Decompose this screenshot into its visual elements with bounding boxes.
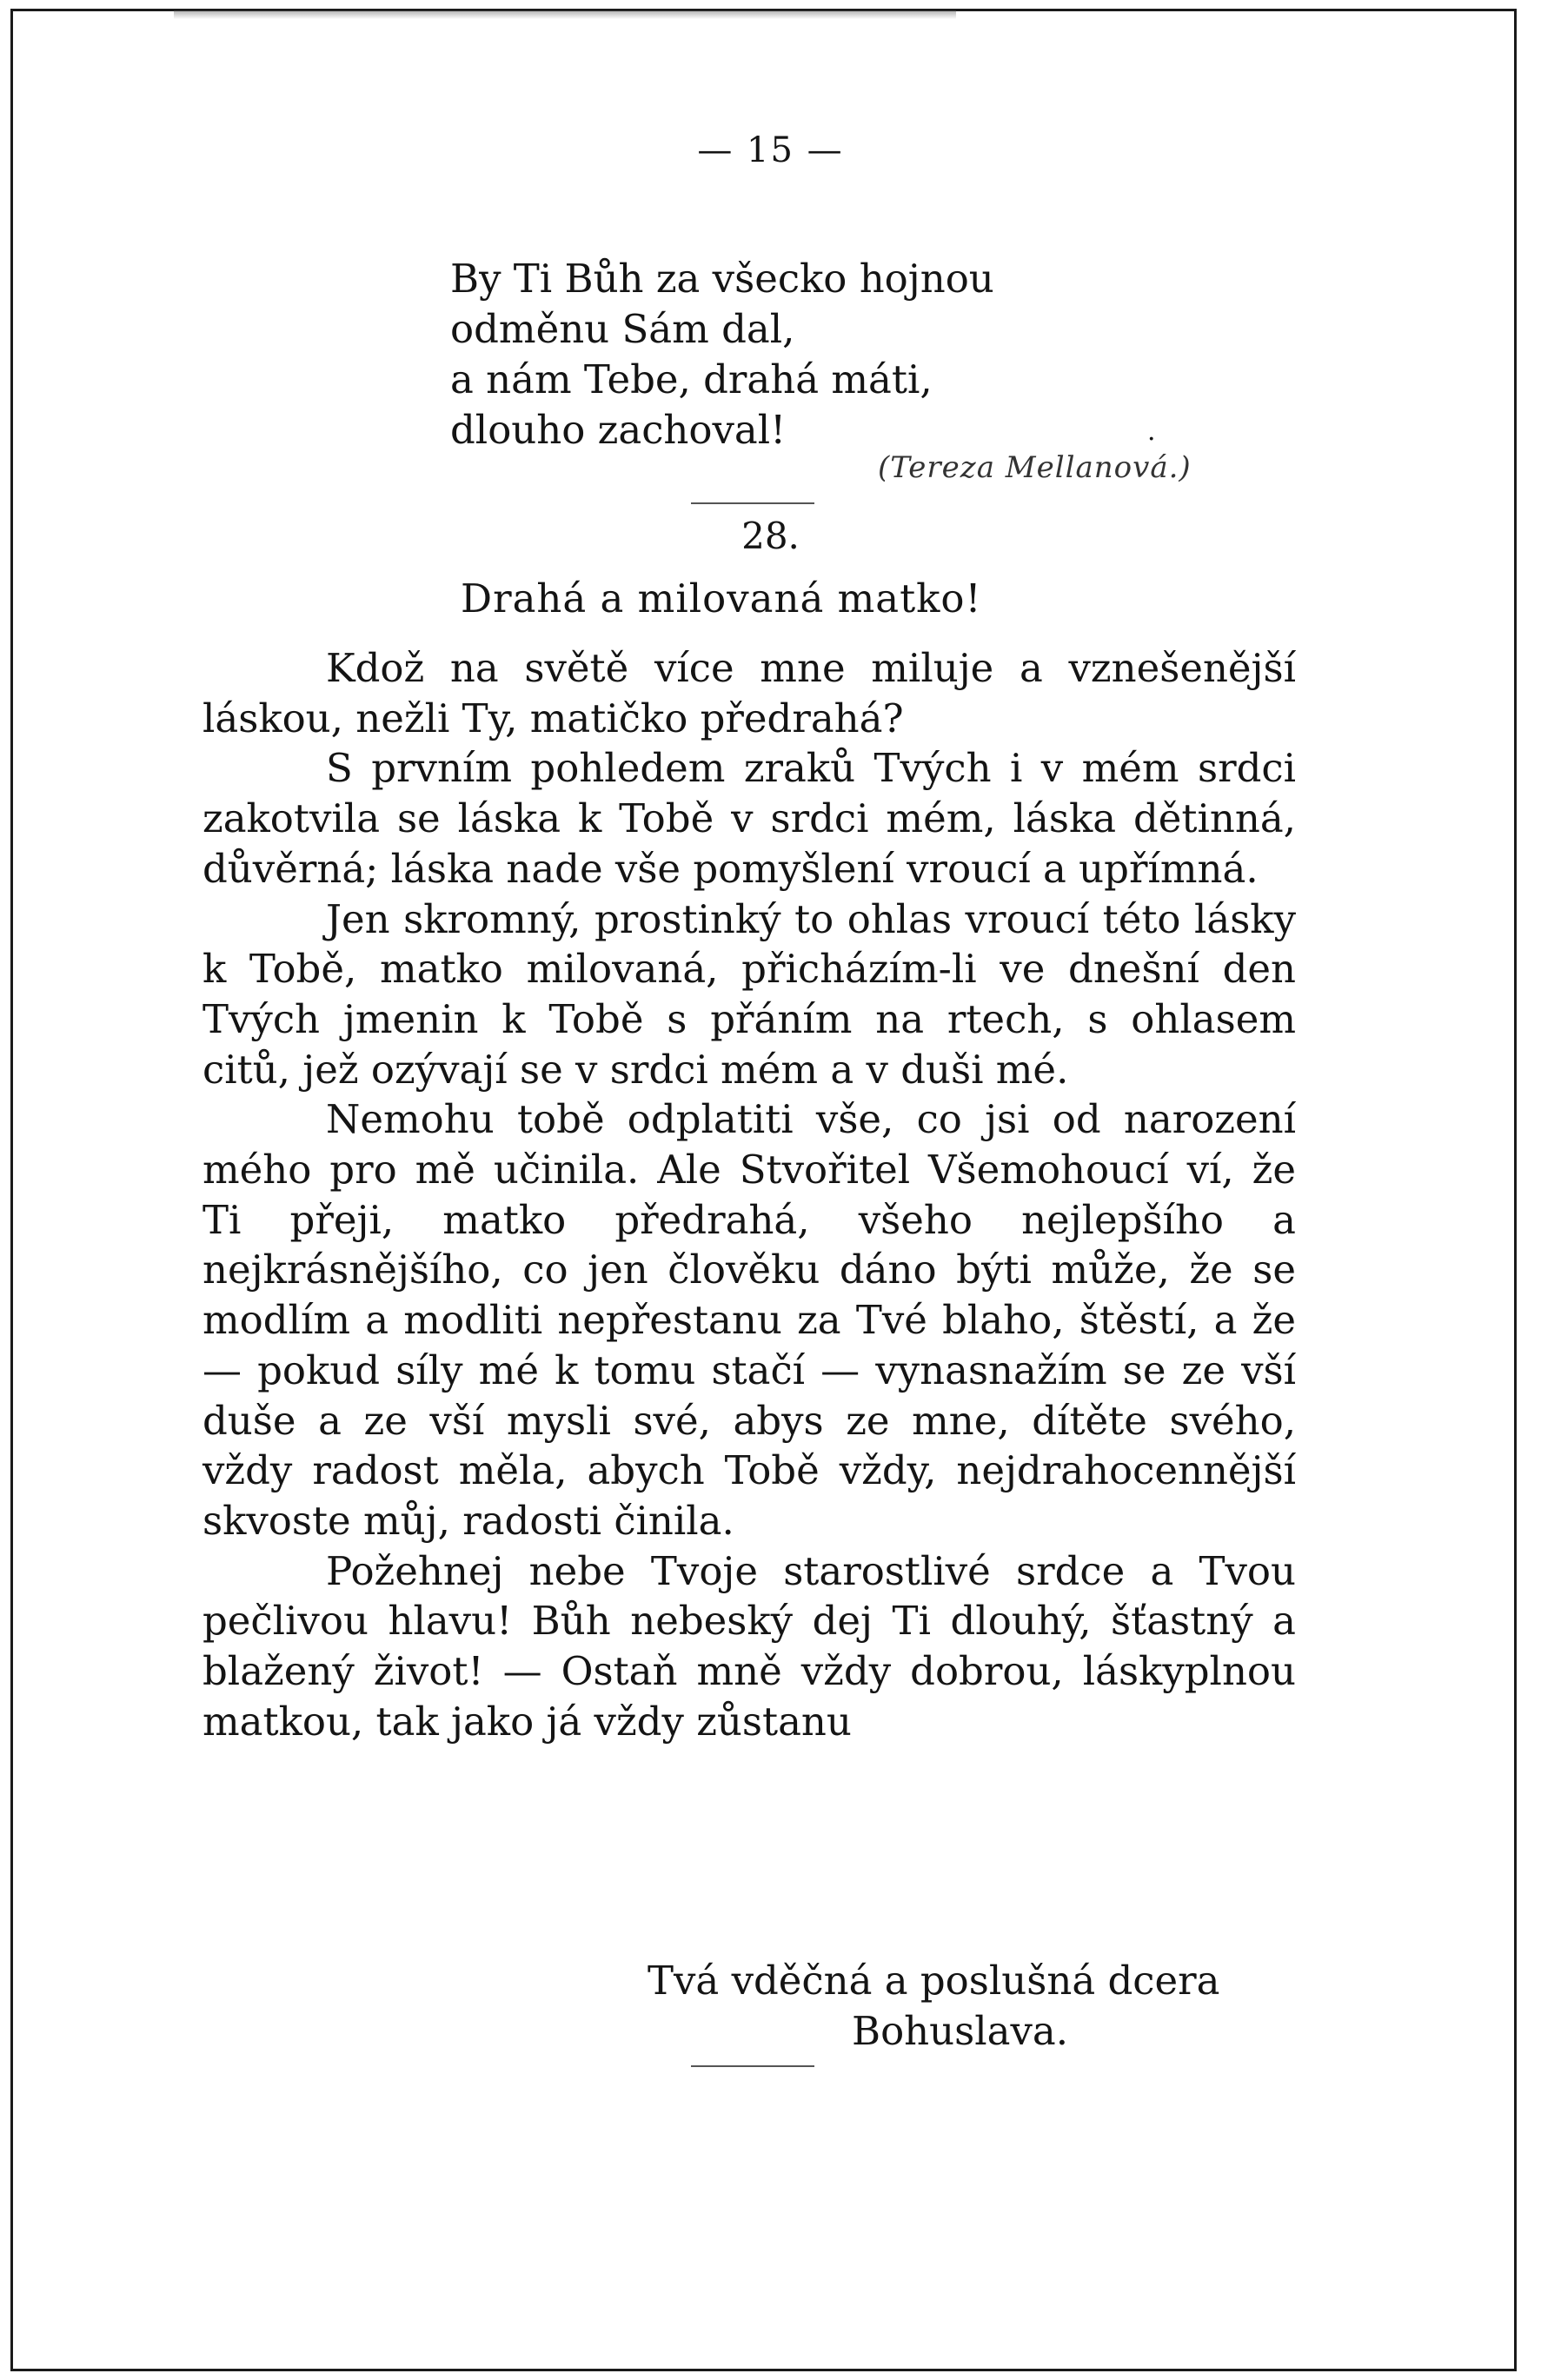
salutation: Drahá a milovaná matko! (461, 575, 982, 622)
verse-line: a nám Tebe, drahá máti, (450, 356, 933, 402)
verse-author: (Tereza Mellanová.) (878, 450, 1192, 485)
verse-line: By Ti Bůh za všecko hojnou (450, 256, 994, 302)
page-number: — 15 — (697, 130, 844, 170)
section-number: 28. (741, 515, 800, 557)
letter-paragraph: Kdož na světě více mne miluje a vznešenější láskou, nežli Ty, matičko předrahá? (203, 645, 1296, 741)
verse-block (450, 254, 994, 455)
verse-line: dlouho zachoval! (450, 407, 787, 453)
scan-edge-shadow (174, 10, 956, 19)
signature: Bohuslava. (852, 2008, 1068, 2054)
section-divider (691, 502, 814, 504)
verse-line: odměnu Sám dal, (450, 306, 795, 352)
letter-paragraph: Požehnej nebe Tvoje starostlivé srdce a Tvou pečlivou hlavu! Bůh nebeský dej Ti dlouhý, šťastný a blažený život! — Ostaň mně vždy dobrou, láskyplnou matkou, tak jako já vždy zůstanu (203, 1547, 1296, 1745)
letter-paragraph: Nemohu tobě odplatiti vše, co jsi od narození mého pro mě učinila. Ale Stvořitel Všemohoucí ví, že Ti přeji, matko předrahá, všeho nejlepšího a nejkrásnějšího, co jen člověku dáno býti může, že se modlím a modliti nepřestanu za Tvé blaho, štěstí, a že — pokud síly mé k tomu stačí — vynasnažím se ze vší duše a ze vší mysli své, abys ze mne, dítěte svého, vždy radost měla, abych Tobě vždy, nejdrahocennější skvoste můj, radosti činila. (203, 1096, 1296, 1544)
letter-paragraph: Jen skromný, prostinký to ohlas vroucí této lásky k Tobě, matko milovaná, přicházím-li ve dnešní den Tvých jmenin k Tobě s přáním na rtech, s ohlasem citů, jež ozývají se v srdci mém a v duši mé. (203, 895, 1296, 1093)
closing-block (648, 1956, 1219, 2057)
closing-line: Tvá vděčná a poslušná dcera (648, 1958, 1220, 2004)
letter-body (203, 643, 1296, 1746)
letter-paragraph: S prvním pohledem zraků Tvých i v mém srdci zakotvila se láska k Tobě v srdci mém, láska dětinná, důvěrná; láska nade vše pomyšlení vroucí a upřímná. (203, 745, 1296, 892)
end-divider (691, 2065, 814, 2067)
ink-dot: · (1147, 424, 1156, 455)
